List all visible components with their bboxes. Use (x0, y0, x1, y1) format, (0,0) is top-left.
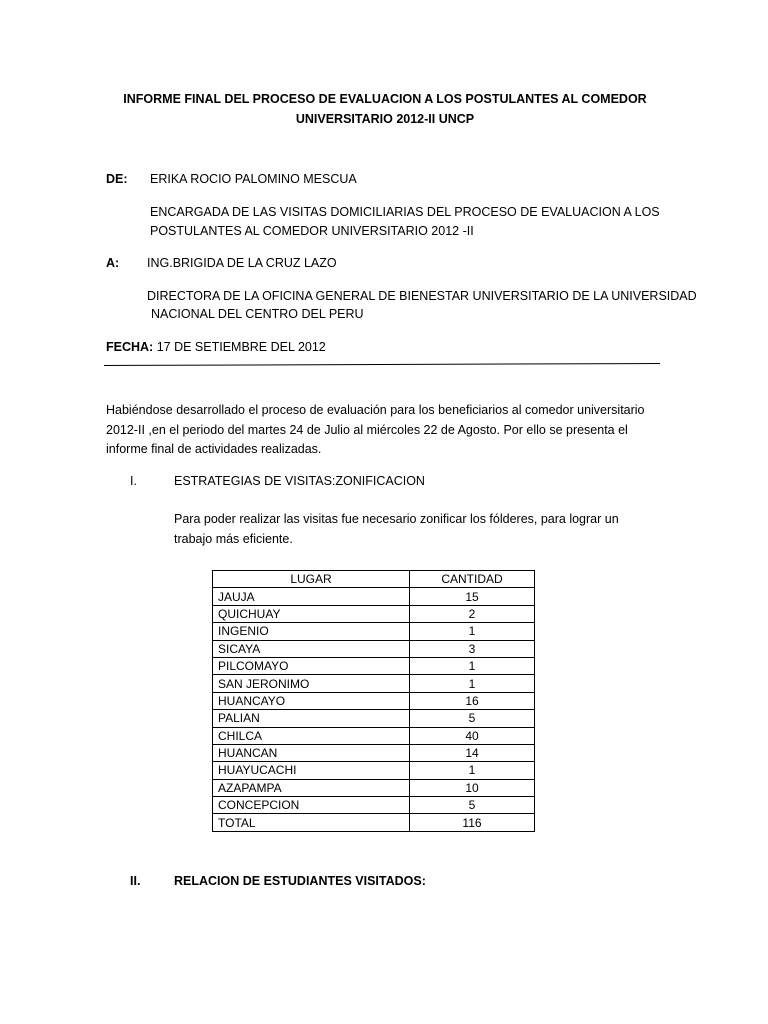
cell-cantidad: 3 (410, 640, 535, 657)
cell-cantidad: 5 (410, 710, 535, 727)
cell-lugar: AZAPAMPA (213, 779, 410, 796)
table-row (213, 762, 535, 779)
table-row (213, 779, 535, 796)
header-lugar: LUGAR (213, 571, 410, 588)
cell-lugar: CHILCA (213, 727, 410, 744)
fecha-value: 17 DE SETIEMBRE DEL 2012 (153, 340, 326, 354)
table-row (213, 657, 535, 674)
cell-lugar: HUAYUCACHI (213, 762, 410, 779)
cell-cantidad: 16 (410, 692, 535, 709)
fecha-line (106, 340, 326, 354)
cell-cantidad: 1 (410, 657, 535, 674)
intro-line-2: 2012-II ,en el periodo del martes 24 de Julio al miércoles 22 de Agosto. Por ello se presenta el (106, 423, 628, 437)
de-name: ERIKA ROCIO PALOMINO MESCUA (150, 172, 357, 186)
cell-lugar: QUICHUAY (213, 605, 410, 622)
cell-lugar: SAN JERONIMO (213, 675, 410, 692)
table-row (213, 710, 535, 727)
cell-cantidad: 5 (410, 797, 535, 814)
table-row (213, 692, 535, 709)
section-2-heading: RELACION DE ESTUDIANTES VISITADOS: (174, 874, 426, 888)
a-label: A: (106, 256, 120, 270)
a-role-line-2: NACIONAL DEL CENTRO DEL PERU (151, 307, 364, 321)
document-title (100, 89, 670, 129)
section-2-numeral: II. (130, 874, 141, 888)
table-row (213, 744, 535, 761)
cell-cantidad: 1 (410, 762, 535, 779)
table-row (213, 623, 535, 640)
cell-cantidad: 40 (410, 727, 535, 744)
cell-lugar: CONCEPCION (213, 797, 410, 814)
cell-cantidad: 15 (410, 588, 535, 605)
cell-lugar: HUANCAN (213, 744, 410, 761)
table-header-row (213, 571, 535, 588)
table-row (213, 727, 535, 744)
intro-line-1: Habiéndose desarrollado el proceso de evaluación para los beneficiarios al comedor universitario (106, 403, 645, 417)
fecha-label: FECHA: (106, 340, 154, 354)
header-cantidad: CANTIDAD (410, 571, 535, 588)
section-1-heading: ESTRATEGIAS DE VISITAS:ZONIFICACION (174, 474, 425, 488)
cell-cantidad: 10 (410, 779, 535, 796)
table-row (213, 640, 535, 657)
cell-cantidad: 14 (410, 744, 535, 761)
cell-total-value: 116 (410, 814, 535, 831)
cell-lugar: HUANCAYO (213, 692, 410, 709)
table-total-row (213, 814, 535, 831)
cell-lugar: INGENIO (213, 623, 410, 640)
cell-lugar: PILCOMAYO (213, 657, 410, 674)
table-row (213, 797, 535, 814)
cell-total-label: TOTAL (213, 814, 410, 831)
table-row (213, 588, 535, 605)
a-name: ING.BRIGIDA DE LA CRUZ LAZO (147, 256, 337, 270)
title-line-2: UNIVERSITARIO 2012-II UNCP (295, 112, 475, 126)
zonification-table (212, 570, 535, 832)
section-1-text-line-2: trabajo más eficiente. (174, 532, 293, 546)
de-role-line-1: ENCARGADA DE LAS VISITAS DOMICILIARIAS DEL PROCESO DE EVALUACION A LOS (150, 205, 660, 219)
de-role-line-2: POSTULANTES AL COMEDOR UNIVERSITARIO 2012 -II (150, 224, 474, 238)
a-role-line-1: DIRECTORA DE LA OFICINA GENERAL DE BIENESTAR UNIVERSITARIO DE LA UNIVERSIDAD (147, 289, 697, 303)
cell-cantidad: 2 (410, 605, 535, 622)
de-label: DE: (106, 172, 128, 186)
header-divider (104, 363, 660, 366)
table-row (213, 675, 535, 692)
cell-lugar: SICAYA (213, 640, 410, 657)
cell-lugar: JAUJA (213, 588, 410, 605)
cell-lugar: PALIAN (213, 710, 410, 727)
section-1-text-line-1: Para poder realizar las visitas fue necesario zonificar los fólderes, para lograr un (174, 512, 619, 526)
cell-cantidad: 1 (410, 623, 535, 640)
cell-cantidad: 1 (410, 675, 535, 692)
intro-line-3: informe final de actividades realizadas. (106, 442, 322, 456)
section-1-numeral: I. (130, 474, 137, 488)
table-row (213, 605, 535, 622)
title-line-1: INFORME FINAL DEL PROCESO DE EVALUACION A LOS POSTULANTES AL COMEDOR (123, 92, 647, 106)
